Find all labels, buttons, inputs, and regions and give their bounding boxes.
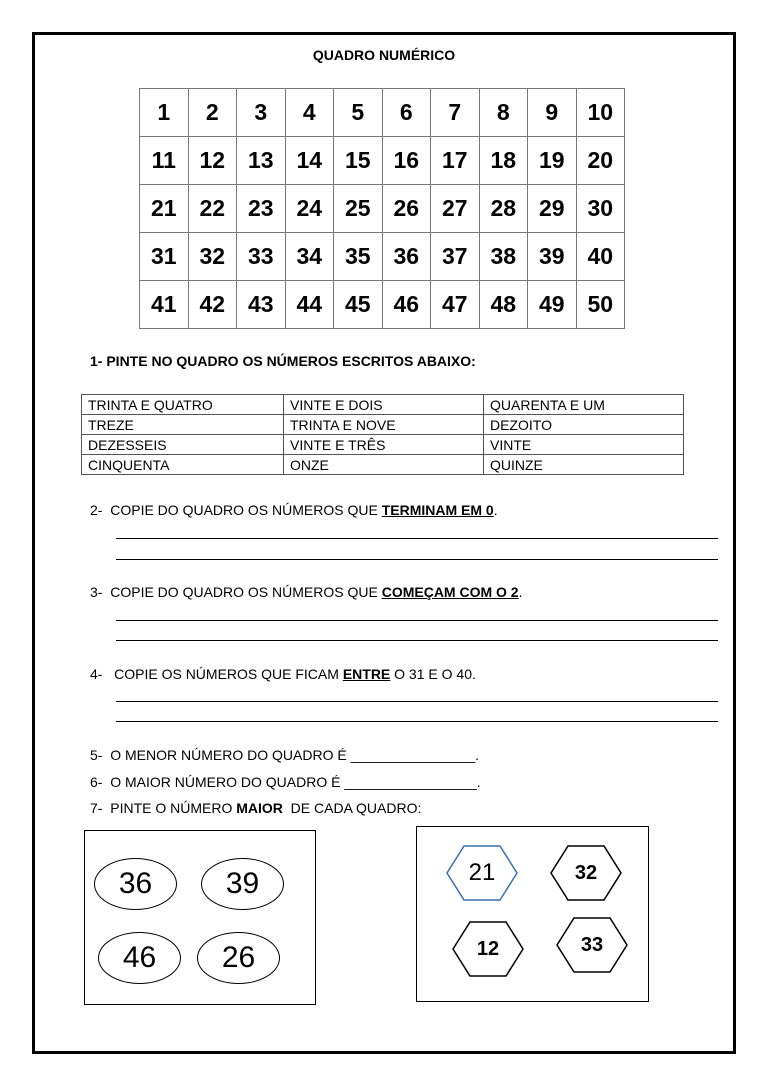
hexagon-label: 21 (468, 859, 496, 886)
grid-cell[interactable]: 32 (188, 233, 237, 281)
grid-cell[interactable]: 22 (188, 185, 237, 233)
oval-number[interactable]: 46 (98, 932, 181, 984)
question-6: 6- O MAIOR NÚMERO DO QUADRO É _________________. (90, 774, 481, 790)
question-3: 3- COPIE DO QUADRO OS NÚMEROS QUE COMEÇAM COM O 2. (90, 584, 523, 600)
grid-cell[interactable]: 36 (382, 233, 431, 281)
grid-cell[interactable]: 19 (528, 137, 577, 185)
word-cell: VINTE E DOIS (284, 395, 484, 415)
grid-cell[interactable]: 4 (285, 89, 334, 137)
question-4: 4- COPIE OS NÚMEROS QUE FICAM ENTRE O 31 E O 40. (90, 666, 476, 682)
word-cell: DEZESSEIS (82, 435, 284, 455)
grid-cell[interactable]: 11 (140, 137, 189, 185)
grid-cell[interactable]: 49 (528, 281, 577, 329)
words-row (82, 395, 684, 415)
hexagon-label: 33 (580, 933, 604, 956)
grid-cell[interactable]: 44 (285, 281, 334, 329)
word-cell: TRINTA E QUATRO (82, 395, 284, 415)
answer-line[interactable] (116, 559, 718, 560)
answer-line[interactable] (116, 701, 718, 702)
hexagon-number[interactable] (452, 921, 524, 977)
grid-cell[interactable]: 47 (431, 281, 480, 329)
words-row (82, 415, 684, 435)
grid-cell[interactable]: 18 (479, 137, 528, 185)
grid-cell[interactable]: 45 (334, 281, 383, 329)
hexagon-number[interactable] (446, 845, 518, 901)
words-row (82, 435, 684, 455)
grid-cell[interactable]: 37 (431, 233, 480, 281)
grid-cell[interactable]: 35 (334, 233, 383, 281)
word-cell: QUARENTA E UM (484, 395, 684, 415)
grid-cell[interactable]: 46 (382, 281, 431, 329)
grid-cell[interactable]: 28 (479, 185, 528, 233)
grid-cell[interactable]: 23 (237, 185, 286, 233)
grid-cell[interactable]: 50 (576, 281, 625, 329)
grid-cell[interactable]: 15 (334, 137, 383, 185)
grid-cell[interactable]: 3 (237, 89, 286, 137)
word-cell: DEZOITO (484, 415, 684, 435)
grid-cell[interactable]: 1 (140, 89, 189, 137)
grid-row (140, 89, 625, 137)
number-grid (139, 88, 625, 329)
word-cell: VINTE (484, 435, 684, 455)
hexagon-number[interactable] (550, 845, 622, 901)
answer-line[interactable] (116, 620, 718, 621)
word-cell: QUINZE (484, 455, 684, 475)
grid-cell[interactable]: 6 (382, 89, 431, 137)
grid-cell[interactable]: 14 (285, 137, 334, 185)
grid-cell[interactable]: 39 (528, 233, 577, 281)
grid-cell[interactable]: 34 (285, 233, 334, 281)
grid-row (140, 137, 625, 185)
grid-row (140, 233, 625, 281)
grid-cell[interactable]: 9 (528, 89, 577, 137)
oval-number[interactable]: 39 (201, 858, 284, 910)
question-5: 5- O MENOR NÚMERO DO QUADRO É ________________. (90, 747, 480, 763)
grid-cell[interactable]: 16 (382, 137, 431, 185)
oval-number[interactable]: 36 (94, 858, 177, 910)
question-7: 7- PINTE O NÚMERO MAIOR DE CADA QUADRO: (90, 800, 422, 816)
grid-cell[interactable]: 10 (576, 89, 625, 137)
words-table (81, 394, 684, 475)
grid-cell[interactable]: 24 (285, 185, 334, 233)
word-cell: ONZE (284, 455, 484, 475)
word-cell: TREZE (82, 415, 284, 435)
grid-cell[interactable]: 25 (334, 185, 383, 233)
grid-cell[interactable]: 7 (431, 89, 480, 137)
hexagon-number[interactable] (556, 917, 628, 973)
grid-cell[interactable]: 8 (479, 89, 528, 137)
word-cell: CINQUENTA (82, 455, 284, 475)
word-cell: VINTE E TRÊS (284, 435, 484, 455)
grid-cell[interactable]: 12 (188, 137, 237, 185)
grid-cell[interactable]: 30 (576, 185, 625, 233)
word-cell: TRINTA E NOVE (284, 415, 484, 435)
grid-cell[interactable]: 48 (479, 281, 528, 329)
grid-row (140, 185, 625, 233)
grid-cell[interactable]: 38 (479, 233, 528, 281)
hexagon-label: 32 (574, 861, 598, 884)
grid-cell[interactable]: 31 (140, 233, 189, 281)
oval-number[interactable]: 26 (197, 932, 280, 984)
grid-row (140, 281, 625, 329)
page-title: QUADRO NUMÉRICO (312, 47, 456, 63)
grid-cell[interactable]: 20 (576, 137, 625, 185)
grid-cell[interactable]: 29 (528, 185, 577, 233)
answer-line[interactable] (116, 640, 718, 641)
grid-cell[interactable]: 17 (431, 137, 480, 185)
grid-cell[interactable]: 33 (237, 233, 286, 281)
grid-cell[interactable]: 21 (140, 185, 189, 233)
grid-cell[interactable]: 40 (576, 233, 625, 281)
hexagon-label: 12 (476, 937, 500, 960)
grid-cell[interactable]: 42 (188, 281, 237, 329)
grid-cell[interactable]: 13 (237, 137, 286, 185)
question-1: 1- PINTE NO QUADRO OS NÚMEROS ESCRITOS ABAIXO: (90, 353, 476, 369)
grid-cell[interactable]: 26 (382, 185, 431, 233)
grid-cell[interactable]: 5 (334, 89, 383, 137)
grid-cell[interactable]: 2 (188, 89, 237, 137)
grid-cell[interactable]: 41 (140, 281, 189, 329)
words-row (82, 455, 684, 475)
grid-cell[interactable]: 43 (237, 281, 286, 329)
question-2: 2- COPIE DO QUADRO OS NÚMEROS QUE TERMINAM EM 0. (90, 502, 498, 518)
answer-line[interactable] (116, 538, 718, 539)
answer-line[interactable] (116, 721, 718, 722)
grid-cell[interactable]: 27 (431, 185, 480, 233)
